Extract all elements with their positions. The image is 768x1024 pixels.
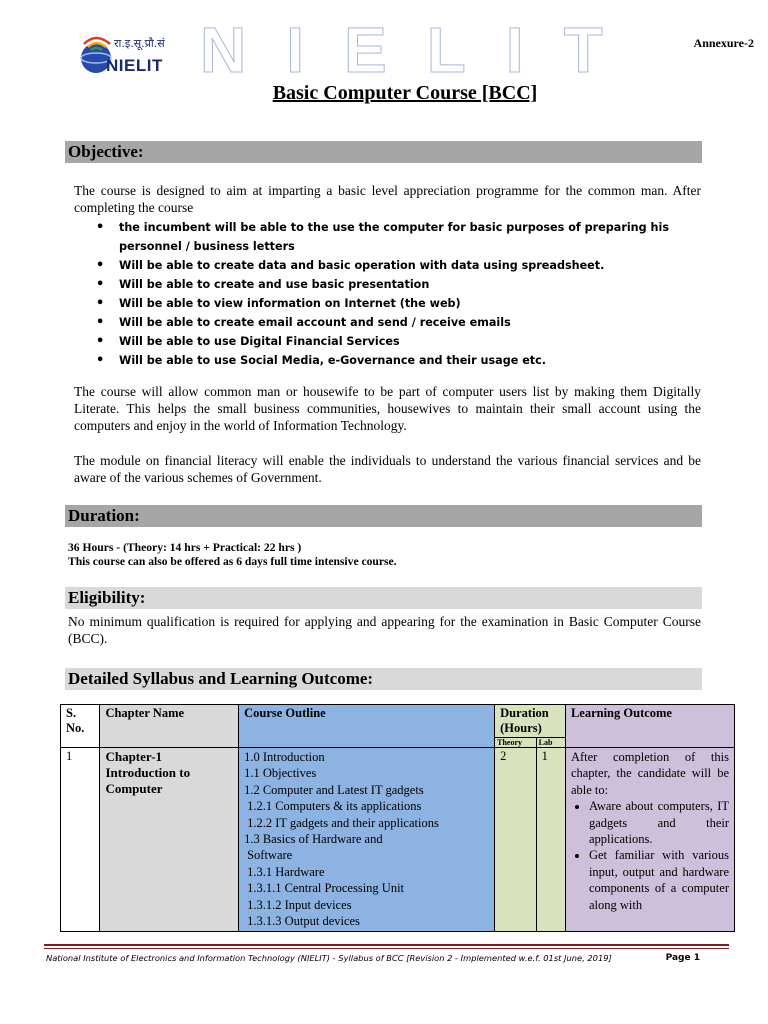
outcome-list [571,798,729,913]
objective-heading: Objective: [65,141,702,163]
outline-item: 1.3.1.3 Output devices [247,914,360,929]
objective-item: • Will be able to create and use basic presentation [96,275,706,294]
logo-text: NIELIT [106,56,163,75]
row-outcome [565,748,734,932]
row-outline [239,748,495,932]
duration-text [68,541,397,569]
annexure-label: Annexure-2 [693,36,754,50]
objective-list [96,218,706,370]
outline-item: 1.1 Objectives [244,766,317,781]
nielit-watermark: NIELIT [200,14,643,86]
outcome-item: • Aware about computers, IT gadgets and their applications. [589,798,729,847]
objective-item: • Will be able to view information on Internet (the web) [96,294,706,313]
duration-heading: Duration: [65,505,702,527]
outline-item: 1.3 Basics of Hardware and [244,832,383,847]
col-outcome: Learning Outcome [565,705,734,748]
col-outline: Course Outline [239,705,495,748]
footer-text: National Institute of Electronics and Information Technology (NIELIT) - Syllabus of BCC [Revision 2 - Implemented w.e.f. 01st June, 2019] [46,953,612,963]
objective-item: • Will be able to create data and basic operation with data using spreadsheet. [96,256,706,275]
footer-divider-thin [44,948,729,949]
page-number: Page 1 [665,953,700,963]
eligibility-heading: Eligibility: [65,587,702,609]
objective-item: • Will be able to use Digital Financial Services [96,332,706,351]
col-sno: S. No. [61,705,100,748]
outline-item: 1.0 Introduction [244,750,325,764]
objective-item: • Will be able to create email account and send / receive emails [96,313,706,332]
objective-item: • the incumbent will be able to the use the computer for basic purposes of preparing his personnel / business letters [96,218,706,256]
outline-item: 1.3.1.1 Central Processing Unit [247,881,405,896]
objective-intro: The course is designed to aim at imparting a basic level appreciation programme for the common man. After completing the course [74,183,701,215]
row-theory-hours: 2 [495,748,536,932]
outline-item: 1.2.1 Computers & its applications [247,799,422,814]
objective-item: • Will be able to use Social Media, e-Governance and their usage etc. [96,351,706,370]
row-sno: 1 [61,748,100,932]
row-lab-hours: 1 [536,748,565,932]
table-row [61,748,735,932]
outline-item: 1.3.1 Hardware [247,864,325,879]
duration-hours: 36 Hours - (Theory: 14 hrs + Practical: 22 hrs ) [68,541,302,554]
col-duration: Duration (Hours) [495,705,566,738]
row-chapter: Chapter-1 Introduction to Computer [100,748,239,932]
col-lab: Lab [536,738,565,748]
outline-item: 1.3.1.2 Input devices [247,897,352,912]
syllabus-table [60,704,735,932]
outcome-intro: After completion of this chapter, the candidate will be able to: [570,750,729,797]
footer-divider [44,944,729,946]
outline-item: 1.2.2 IT gadgets and their applications [247,815,439,830]
eligibility-text: No minimum qualification is required for applying and appearing for the examination in Basic Computer Course (BCC). [68,614,701,646]
page-title: Basic Computer Course [BCC] [272,82,538,104]
table-header-row [61,705,735,738]
logo-hindi-text: रा.इ.सू.प्रौ.सं [114,37,165,50]
outline-item: Software [247,848,293,863]
col-chapter: Chapter Name [100,705,239,748]
syllabus-heading: Detailed Syllabus and Learning Outcome: [65,668,702,690]
outcome-item: • Get familiar with various input, output and hardware components of a computer along with [589,847,729,913]
nielit-logo [76,34,181,80]
duration-intensive: This course can also be offered as 6 days full time intensive course. [68,555,397,568]
outline-item: 1.2 Computer and Latest IT gadgets [244,782,424,797]
objective-paragraph-2: The module on financial literacy will enable the individuals to understand the various financial services and be aware of the various schemes of Government. [74,453,701,485]
objective-paragraph-1: The course will allow common man or housewife to be part of computer users list by making them Digitally Literate. This helps the small business communities, housewives to maintain their small account using the computers and enjoy in the world of Information Technology. [74,384,701,433]
col-theory: Theory [495,738,536,748]
